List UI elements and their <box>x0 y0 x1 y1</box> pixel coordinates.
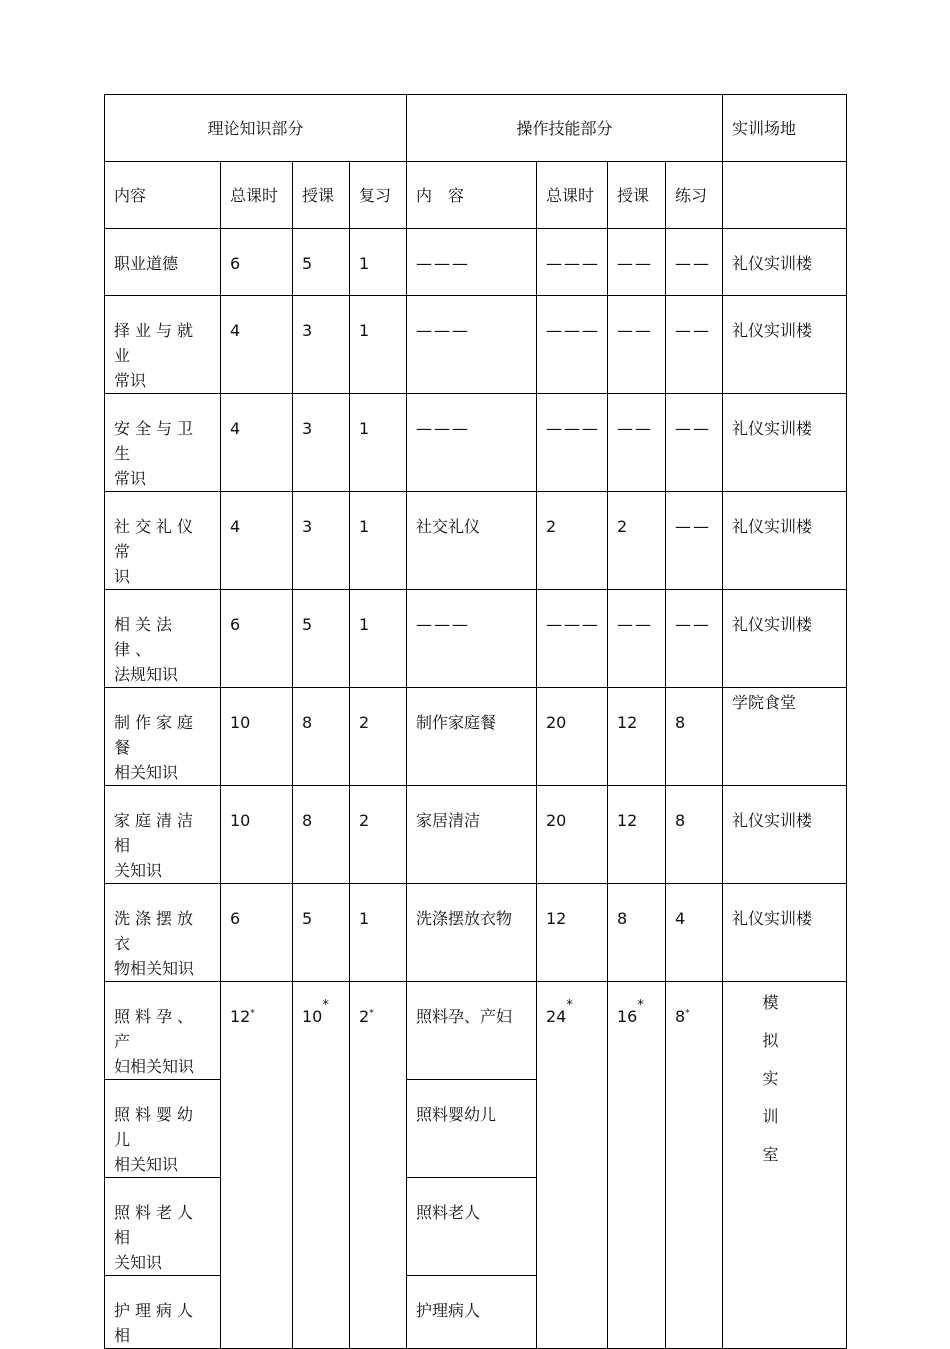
row-teach: 5 <box>302 615 313 634</box>
row-practice-total: 20 <box>546 713 567 732</box>
table-row <box>105 982 847 1080</box>
venue-header-label: 实训场地 <box>732 119 797 138</box>
row-total: 10 <box>230 713 251 732</box>
row-teach: 5 <box>302 909 313 928</box>
venue-header <box>723 95 847 162</box>
col-review-label: 复习 <box>359 186 392 205</box>
table-row <box>105 688 847 786</box>
row-practice-total: ——— <box>546 615 600 634</box>
row-content: 择业与就业 常识 <box>114 321 199 390</box>
row-practice-content: 照料孕、产妇 <box>416 1007 513 1026</box>
practice-header-label: 操作技能部分 <box>516 119 613 138</box>
row-total: 10 <box>230 811 251 830</box>
row-venue: 礼仪实训楼 <box>732 254 813 273</box>
practice-section-header <box>407 95 723 162</box>
col-venue-empty <box>723 162 847 229</box>
row-content: 制作家庭餐 相关知识 <box>114 713 199 782</box>
theory-section-header <box>105 95 407 162</box>
row-practice-teach: 2 <box>617 517 628 536</box>
row-practice-total: 20 <box>546 811 567 830</box>
row-practice-total: 12 <box>546 909 567 928</box>
row-teach: 5 <box>302 254 313 273</box>
col-content-label: 内容 <box>114 186 147 205</box>
row-review: 2 <box>359 811 370 830</box>
group-practice-total: 24* <box>546 998 573 1026</box>
col-total-hours <box>221 162 293 229</box>
row-venue: 礼仪实训楼 <box>732 811 813 830</box>
row-practice-content: 制作家庭餐 <box>416 713 497 732</box>
col-practice-content <box>407 162 537 229</box>
row-review: 1 <box>359 254 370 273</box>
row-venue: 礼仪实训楼 <box>732 517 813 536</box>
row-teach: 3 <box>302 517 313 536</box>
row-content: 职业道德 <box>114 254 179 273</box>
row-practice-teach: —— <box>617 419 653 438</box>
col-total-hours-label: 总课时 <box>230 186 279 205</box>
col-teach <box>293 162 350 229</box>
table-row <box>105 590 847 688</box>
row-practice-teach: —— <box>617 615 653 634</box>
group-total: 12* <box>230 1007 255 1026</box>
row-practice-teach: 12 <box>617 811 638 830</box>
row-venue: 礼仪实训楼 <box>732 615 813 634</box>
table-row <box>105 229 847 296</box>
col-teach-label: 授课 <box>302 186 335 205</box>
col-practice-teach <box>608 162 666 229</box>
row-total: 6 <box>230 615 241 634</box>
row-teach: 8 <box>302 713 313 732</box>
row-total: 6 <box>230 254 241 273</box>
table-row <box>105 296 847 394</box>
row-practice-teach: 12 <box>617 713 638 732</box>
row-practice-exercise: 4 <box>675 909 686 928</box>
row-practice-teach: 8 <box>617 909 628 928</box>
row-review: 1 <box>359 321 370 340</box>
row-review: 1 <box>359 615 370 634</box>
row-practice-content: 照料老人 <box>416 1203 481 1222</box>
row-total: 4 <box>230 321 241 340</box>
row-review: 2 <box>359 713 370 732</box>
row-practice-content: ——— <box>416 419 470 438</box>
row-teach: 3 <box>302 419 313 438</box>
row-review: 1 <box>359 909 370 928</box>
col-review <box>350 162 407 229</box>
group-practice-teach: 16* <box>617 998 644 1026</box>
row-content: 社交礼仪常 识 <box>114 517 199 586</box>
row-practice-content: ——— <box>416 615 470 634</box>
row-venue: 礼仪实训楼 <box>732 321 813 340</box>
row-practice-content: 护理病人 <box>416 1301 481 1320</box>
row-practice-total: 2 <box>546 517 557 536</box>
col-practice-total-label: 总课时 <box>546 186 595 205</box>
row-content: 照料老人相 关知识 <box>114 1203 199 1272</box>
row-content: 家庭清洁相 关知识 <box>114 811 199 880</box>
row-practice-content: ——— <box>416 321 470 340</box>
row-practice-exercise: 8 <box>675 713 686 732</box>
row-practice-exercise: —— <box>675 321 711 340</box>
group-practice-exercise: 8* <box>675 1007 690 1026</box>
col-practice-exercise <box>666 162 723 229</box>
header-row-sections <box>105 95 847 162</box>
row-practice-content: 社交礼仪 <box>416 517 481 536</box>
row-practice-exercise: —— <box>675 419 711 438</box>
row-practice-teach: —— <box>617 254 653 273</box>
col-practice-total <box>537 162 608 229</box>
col-content <box>105 162 221 229</box>
table-row <box>105 786 847 884</box>
row-teach: 8 <box>302 811 313 830</box>
group-venue-vertical: 模 拟 实 训 室 <box>762 993 779 1164</box>
row-practice-exercise: —— <box>675 615 711 634</box>
header-row-columns <box>105 162 847 229</box>
row-practice-exercise: —— <box>675 517 711 536</box>
course-schedule-table <box>104 94 847 1349</box>
row-practice-content: 家居清洁 <box>416 811 481 830</box>
row-venue: 学院食堂 <box>732 693 797 712</box>
group-teach: 10* <box>302 998 329 1026</box>
row-practice-total: ——— <box>546 419 600 438</box>
row-content: 照料孕、产 妇相关知识 <box>114 1007 199 1076</box>
row-teach: 3 <box>302 321 313 340</box>
row-content: 护理病人相 <box>114 1301 199 1345</box>
col-practice-content-label: 内 容 <box>416 186 465 205</box>
row-venue: 礼仪实训楼 <box>732 419 813 438</box>
row-practice-content: ——— <box>416 254 470 273</box>
row-total: 4 <box>230 419 241 438</box>
row-practice-exercise: 8 <box>675 811 686 830</box>
row-total: 4 <box>230 517 241 536</box>
row-review: 1 <box>359 517 370 536</box>
row-practice-teach: —— <box>617 321 653 340</box>
col-practice-teach-label: 授课 <box>617 186 650 205</box>
col-practice-exercise-label: 练习 <box>675 186 708 205</box>
row-total: 6 <box>230 909 241 928</box>
row-practice-total: ——— <box>546 321 600 340</box>
row-practice-total: ——— <box>546 254 600 273</box>
row-venue: 礼仪实训楼 <box>732 909 813 928</box>
row-content: 照料婴幼儿 相关知识 <box>114 1105 199 1174</box>
row-content: 安全与卫生 常识 <box>114 419 199 488</box>
row-practice-exercise: —— <box>675 254 711 273</box>
table-row <box>105 884 847 982</box>
table-row <box>105 394 847 492</box>
group-review: 2* <box>359 1007 374 1026</box>
row-practice-content: 洗涤摆放衣物 <box>416 909 513 928</box>
theory-header-label: 理论知识部分 <box>207 119 304 138</box>
row-content: 洗涤摆放衣 物相关知识 <box>114 909 199 978</box>
row-content: 相关法律、 法规知识 <box>114 615 179 684</box>
row-practice-content: 照料婴幼儿 <box>416 1105 497 1124</box>
table-row <box>105 492 847 590</box>
row-review: 1 <box>359 419 370 438</box>
